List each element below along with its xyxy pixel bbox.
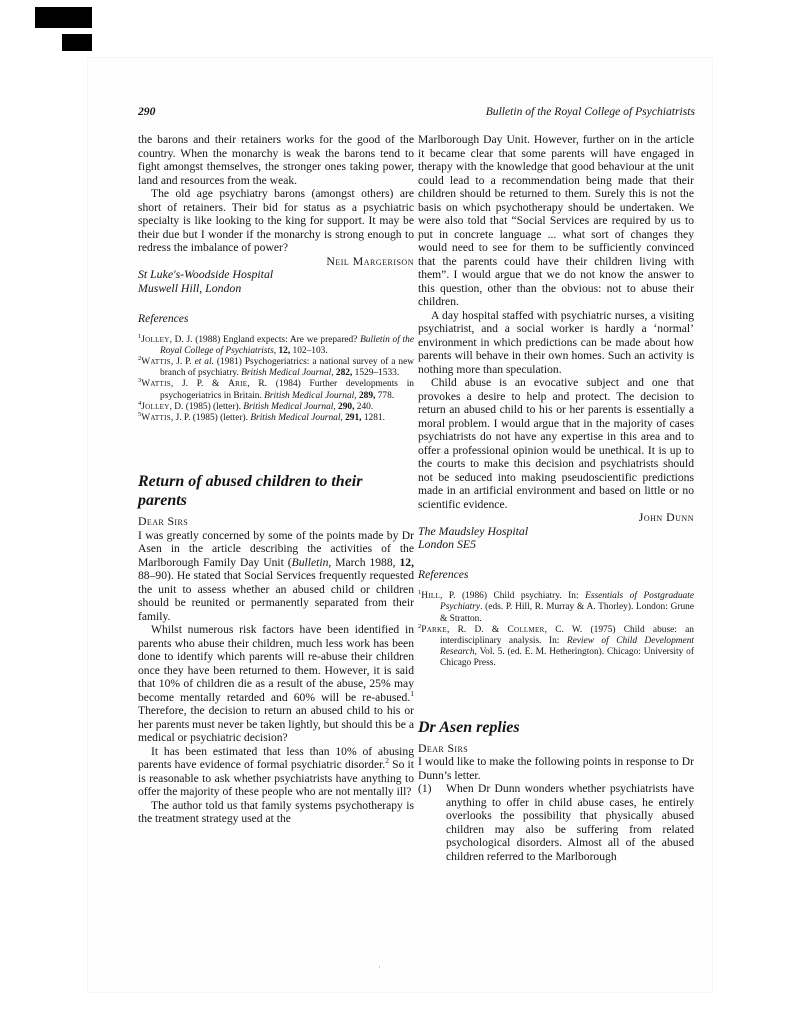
text-run: 1 <box>410 688 414 698</box>
text-run: 290, <box>338 401 355 412</box>
text-run: , <box>273 345 279 356</box>
text-run: , P. (1986) Child psychiatry. In: <box>440 591 586 602</box>
letter-title: Dr Asen replies <box>418 718 520 736</box>
text-run: 291, <box>345 413 362 424</box>
journal-page <box>88 58 712 992</box>
text-run: It has been estimated that less than 10% of abusing parents have evidence of formal psychiatric disorder. <box>138 744 414 772</box>
text-run: the barons and their retainers works for the good of the country. When the monarchy is weak the barons tend to fight amongst themselves, the stronger ones taking power, land and resources from the weak. <box>138 133 414 187</box>
text-run: When Dr Dunn wonders whether psychiatrists have anything to offer in child abuse cases, he entirely overlooks the possibility that physically abused children may also be suffering from related psychological disorders. Almost all of the abused children referred to the Marlborough <box>446 782 694 863</box>
text-run: , R. (1984) Further developments in psychogeriatrics in Britain. <box>160 379 414 401</box>
text-run: Therefore, the decision to return an abused child to his or her parents must never be taken lightly, but should this be a medical or psychiatric decision? <box>138 704 414 745</box>
page-number: 290 <box>138 105 156 118</box>
reference-number: 2 <box>138 354 142 362</box>
text-run: Child abuse is an evocative subject and one that provokes a desire to help and protect. The decision to return an abused child to his or her parents is essentially a moral problem. I would argue that in the majority of cases psychiatrists do not have any expertise in this area and to offer a professional opinion would be unethical. It is up to the courts to make this decision and psychiatrists should not be seduced into making pseudoscientific predictions made in an artificial environment and based on little or no scientific evidence. <box>418 376 694 511</box>
paragraph <box>138 133 414 187</box>
text-run: British Medical Journal <box>241 368 332 379</box>
text-run: , D. (1985) (letter). <box>169 401 244 412</box>
text-run: Collmer <box>507 624 545 635</box>
text-run: 12, <box>278 345 291 356</box>
text-run: , <box>331 368 336 379</box>
text-run: et al. <box>194 357 214 367</box>
text-run: Jolley <box>141 401 170 412</box>
text-run: Arie <box>228 379 248 390</box>
text-run: Jolley <box>141 334 170 345</box>
text-run: The old age psychiatry barons (amongst others) are short of retainers. Their bid for status as a psychiatric specialty is like looking to the king for support. It may be their due but I wonder if the monarchy is strong enough to redress the imbalance of power? <box>138 187 414 254</box>
salutation: Dear Sirs <box>418 740 469 755</box>
reference-number: 1 <box>138 332 142 340</box>
text-run: 102–103. <box>290 345 328 356</box>
text-run: Wattis <box>141 357 171 367</box>
text-run: , March 1988, <box>328 555 400 569</box>
text-run: , Vol. 5. (ed. E. M. Hetherington). Chicago: University of Chicago Press. <box>440 647 694 669</box>
reference-item <box>138 332 414 357</box>
text-run: Essentials of Postgraduate Psychiatry <box>440 591 694 613</box>
text-run: British Medical Journal <box>250 413 341 424</box>
text-run: , J. P. <box>170 357 195 367</box>
text-run: 778. <box>375 390 395 401</box>
reference-number: 1 <box>418 588 422 596</box>
text-run: , <box>333 401 339 412</box>
text-run: , <box>354 390 359 401</box>
signature: John Dunn <box>638 510 694 524</box>
salutation: Dear Sirs <box>138 514 189 529</box>
reference-item <box>138 379 414 401</box>
text-run: , C. W. (1975) Child abuse: an interdisciplinary analysis. In: <box>440 624 694 646</box>
text-run: Whilst numerous risk factors have been identified in parents who abuse their children, much less work has been done to identify which parents will re-abuse their children once they have been returned to them. However, it is said that 10% of children die as a result of the abuse, 25% may become mentally retarded and 60% will be re-abused. <box>138 623 414 704</box>
paragraph <box>138 623 414 745</box>
address-line: Muswell Hill, London <box>138 280 242 295</box>
signature: Neil Margerison <box>326 253 414 268</box>
text-run: 289, <box>358 390 376 401</box>
text-run: 1529–1533. <box>352 368 400 379</box>
running-head: Bulletin of the Royal College of Psychiatrists <box>485 105 695 118</box>
reference-item <box>138 399 414 413</box>
text-run: , J. P. (1985) (letter). <box>170 413 251 424</box>
text-run: I was greatly concerned by some of the points made by Dr Asen in the article describing the activities of the Marlborough Family Day Unit ( <box>138 528 414 569</box>
text-run: , D. J. (1988) England expects: Are we prepared? <box>169 334 361 345</box>
text-run: British Medical Journal <box>243 401 334 412</box>
reference-item <box>418 622 694 670</box>
text-run: 282, <box>335 368 353 379</box>
reference-number: 3 <box>138 377 142 385</box>
text-run: A day hospital staffed with psychiatric nurses, a visiting psychiatrist, and a social worker is hardly a ‘normal’ environment in which predictions can be made about how parents will behave in their own homes. Such an activity is nothing more than speculation. <box>418 308 694 376</box>
address-line: The Maudsley Hospital <box>418 523 529 538</box>
references-heading: References <box>138 311 189 325</box>
paragraph <box>418 755 694 782</box>
address-line: St Luke's-Woodside Hospital <box>138 267 274 281</box>
reference-item <box>138 410 414 424</box>
text-run: 12, <box>399 555 414 569</box>
author-address <box>418 525 694 553</box>
reference-item <box>138 354 414 379</box>
text-run: 88–90). He stated that Social Services frequently requested the unit to assess whether an abused child or children should be reunited or permanently separated from their family. <box>138 569 414 623</box>
paragraph <box>138 187 414 255</box>
text-run: Bulletin <box>291 555 329 569</box>
text-run: Wattis <box>141 413 171 424</box>
left-column <box>138 133 414 826</box>
text-run: , R. D. & <box>446 624 508 635</box>
paragraph <box>138 799 414 826</box>
text-run: British Medical Journal <box>264 390 355 401</box>
text-run: 240. <box>354 401 374 412</box>
scan-speck: · <box>378 962 381 972</box>
reference-item <box>418 588 694 625</box>
scan-artifact <box>35 7 92 28</box>
paragraph <box>418 376 694 511</box>
letter-title: Return of abused children to their parents <box>138 473 363 510</box>
page-header <box>138 105 695 120</box>
paragraph <box>418 133 694 309</box>
numbered-point <box>418 782 694 863</box>
paragraph <box>418 309 694 377</box>
right-column <box>418 133 694 863</box>
text-run: , <box>340 413 346 424</box>
text-run: 1281. <box>361 413 385 424</box>
paragraph <box>138 745 414 799</box>
text-run: . (eds. P. Hill, R. Murray & A. Thorley). London: Grune & Stratton. <box>440 602 694 624</box>
text-run: The author told us that family systems psychotherapy is the treatment strategy used at the <box>138 798 414 826</box>
text-run: (1981) Psychogeriatrics: a national survey of a new branch of psychiatry. <box>160 357 414 379</box>
text-run: I would like to make the following points in response to Dr Dunn’s letter. <box>418 755 694 782</box>
text-run: Wattis <box>141 379 171 390</box>
text-run: So it is reasonable to ask whether psychiatrists have anything to offer the majority of these people who are not mentally ill? <box>138 758 414 799</box>
text-run: Marlborough Day Unit. However, further on in the article it became clear that some parents will have engaged in therapy with the knowledge that good behaviour at the unit could lead to a recommendation being made that their children should be returned to them. Surely this is not the basis on which psychotherapy should be undertaken. We were also told that “Social Services are required by us to put in concrete language ... what sort of changes they would need to see for them to be sufficiently convinced that the parents could have their children living with them”. I would argue that we do not know the answer to this question, other than the obvious: not to abuse their children. <box>418 133 694 308</box>
reference-number: 4 <box>138 399 142 407</box>
text-run: , J. P. & <box>170 379 229 390</box>
reference-number: 5 <box>138 410 142 418</box>
reference-number: 2 <box>418 622 422 630</box>
address-line: London SE5 <box>418 537 477 552</box>
references-heading: References <box>418 568 469 582</box>
paragraph <box>138 529 414 624</box>
text-run: Hill <box>421 591 441 602</box>
text-run: Bulletin of the Royal College of Psychiatrists <box>160 334 414 356</box>
text-run: Parke <box>421 624 447 635</box>
scan-artifact <box>62 34 92 51</box>
text-run: Review of Child Development Research <box>440 635 694 658</box>
author-address <box>138 268 414 296</box>
text-run: 2 <box>385 756 389 766</box>
point-number: (1) <box>418 782 432 796</box>
